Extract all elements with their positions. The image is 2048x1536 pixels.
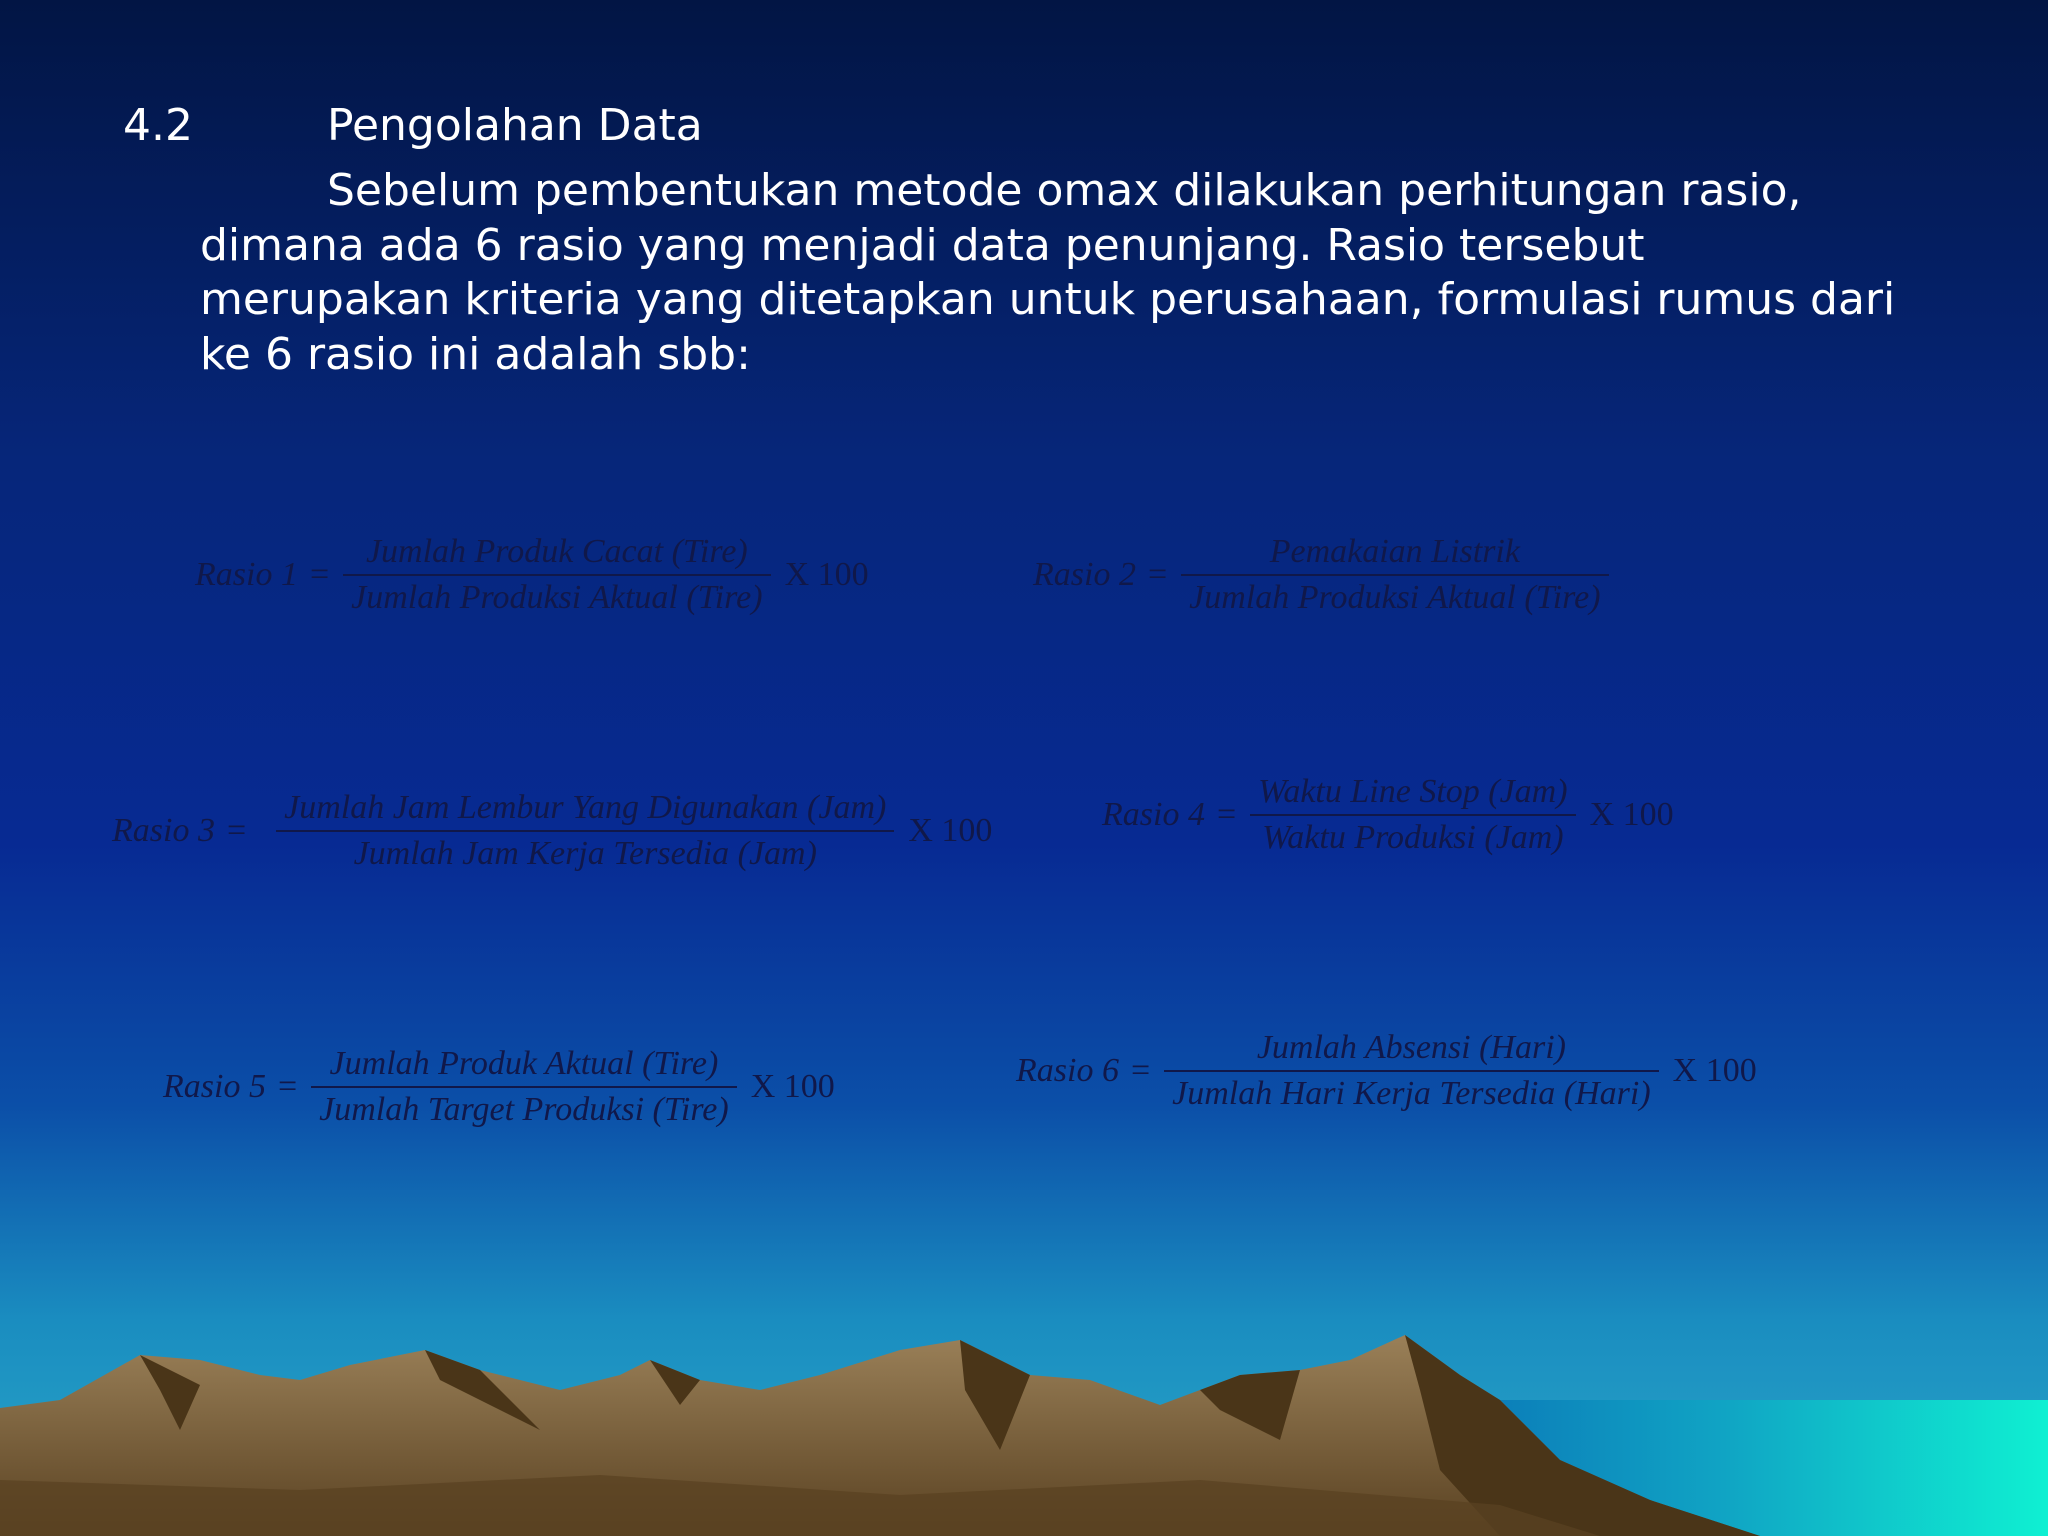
denominator: Jumlah Produksi Aktual (Tire) — [1189, 579, 1601, 616]
numerator: Waktu Line Stop (Jam) — [1258, 773, 1568, 810]
formula-rasio-5 — [163, 1042, 835, 1132]
equals-sign: = — [1216, 796, 1237, 833]
denominator: Jumlah Target Produksi (Tire) — [319, 1091, 729, 1128]
equals-sign: = — [1130, 1052, 1151, 1089]
numerator: Jumlah Produk Aktual (Tire) — [329, 1045, 719, 1082]
formula-rasio-6 — [1016, 1026, 1757, 1116]
numerator: Jumlah Produk Cacat (Tire) — [365, 533, 748, 570]
multiplier: X 100 — [1589, 796, 1674, 833]
body-line-1: Sebelum pembentukan metode omax dilakukan perhitungan rasio, — [327, 165, 1802, 216]
formula-rasio-3 — [112, 786, 992, 876]
multiplier: X 100 — [784, 556, 869, 593]
formula-rasio-1 — [195, 530, 869, 620]
equals-sign: = — [1147, 556, 1168, 593]
fraction — [311, 1042, 737, 1132]
denominator: Jumlah Hari Kerja Tersedia (Hari) — [1172, 1075, 1651, 1112]
equals-sign: = — [226, 812, 247, 849]
fraction — [1181, 530, 1608, 620]
section-title: Pengolahan Data — [327, 100, 703, 151]
fraction — [1250, 770, 1575, 860]
multiplier: X 100 — [908, 812, 993, 849]
numerator: Jumlah Jam Lembur Yang Digunakan (Jam) — [284, 789, 887, 826]
formula-label: Rasio 1 — [195, 556, 298, 593]
fraction — [1164, 1026, 1659, 1116]
denominator: Waktu Produksi (Jam) — [1262, 819, 1564, 856]
body-rest: dimana ada 6 rasio yang menjadi data penunjang. Rasio tersebut merupakan kriteria yang ditetapkan untuk perusahaan, formulasi rumus dari ke 6 rasio ini adalah sbb: — [200, 219, 1896, 380]
section-number: 4.2 — [123, 100, 193, 151]
numerator: Pemakaian Listrik — [1269, 533, 1520, 570]
multiplier: X 100 — [1672, 1052, 1757, 1089]
mountain-range — [0, 1330, 2048, 1536]
formula-label: Rasio 6 — [1016, 1052, 1119, 1089]
formula-label: Rasio 5 — [163, 1068, 266, 1105]
formula-rasio-4 — [1102, 770, 1674, 860]
equals-sign: = — [309, 556, 330, 593]
fraction — [276, 786, 894, 876]
equals-sign: = — [277, 1068, 298, 1105]
formula-rasio-2 — [1033, 530, 1623, 620]
formula-label: Rasio 3 — [112, 812, 215, 849]
formula-label: Rasio 4 — [1102, 796, 1205, 833]
formula-label: Rasio 2 — [1033, 556, 1136, 593]
denominator: Jumlah Jam Kerja Tersedia (Jam) — [353, 835, 817, 872]
denominator: Jumlah Produksi Aktual (Tire) — [351, 579, 763, 616]
body-paragraph — [200, 164, 1900, 382]
numerator: Jumlah Absensi (Hari) — [1256, 1029, 1566, 1066]
fraction — [343, 530, 770, 620]
multiplier: X 100 — [750, 1068, 835, 1105]
